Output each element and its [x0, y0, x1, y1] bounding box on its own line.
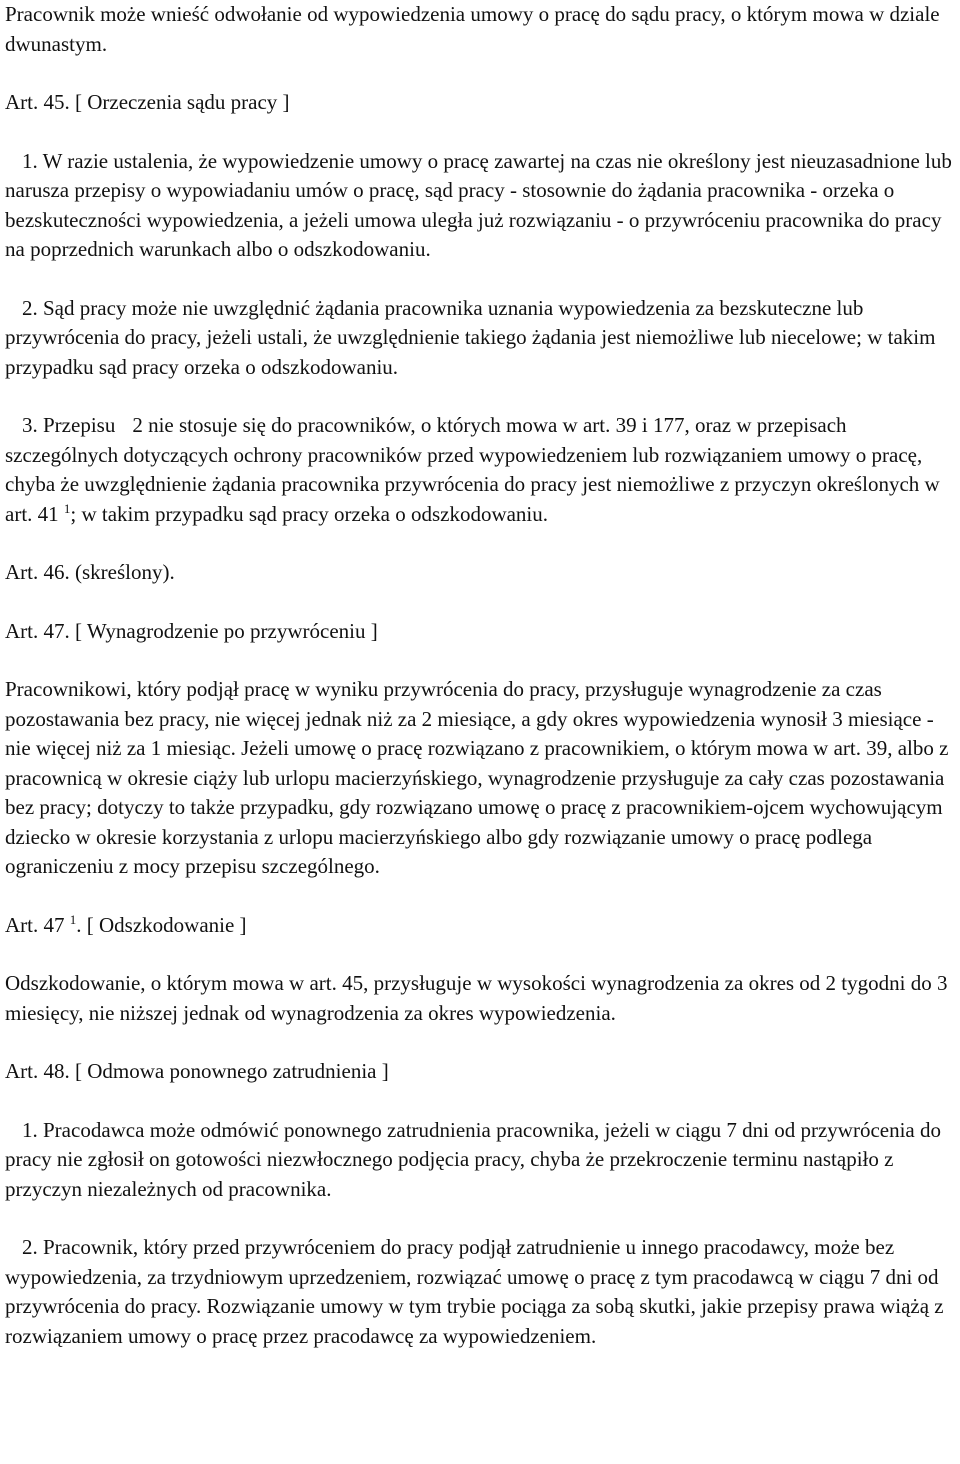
art45-heading: Art. 45. [ Orzeczenia sądu pracy ] [5, 90, 290, 114]
art45-section-3 [5, 411, 955, 529]
art46-heading: Art. 46. (skreślony). [5, 560, 175, 584]
art47-1-heading [5, 911, 955, 941]
art47-1-heading-text-b: . [ Odszkodowanie ] [76, 912, 247, 937]
art48-heading: Art. 48. [ Odmowa ponownego zatrudnienia ] [5, 1059, 389, 1083]
art45-section-3-text-c: ; w takim przypadku sąd pracy orzeka o odszkodowaniu. [70, 501, 549, 526]
art47-1-body: Odszkodowanie, o którym mowa w art. 45, przysługuje w wysokości wynagrodzenia za okres od 2 tygodni do 3 miesięcy, nie niższej jednak od wynagrodzenia za okres wypowiedzenia. [5, 971, 948, 1025]
art45-section-3-text-a: 3. Przepisu [22, 413, 116, 437]
superscript: 1 [69, 911, 77, 927]
art48-section-1-text: 1. Pracodawca może odmówić ponownego zatrudnienia pracownika, jeżeli w ciągu 7 dni od przywrócenia do pracy nie zgłosił on gotowości niezwłocznego podjęcia pracy, chyba że przekroczenie terminu nastąpiło z przyczyn niezależnych od pracownika. [5, 1117, 942, 1201]
art45-section-3-text-b: 2 nie stosuje się do pracowników, o których mowa w art. 39 i 177, oraz w przepisach szczególnych dotyczących ochrony pracowników przed wypowiedzeniem lub rozwiązaniem umowy o pracę, chyba że uwzględnienie żądania pracownika przywrócenia do pracy jest niemożliwe z przyczyn określonych w art. 41 [5, 413, 940, 526]
art47-body: Pracownikowi, który podjął pracę w wyniku przywrócenia do pracy, przysługuje wynagrodzenie za czas pozostawania bez pracy, nie więcej jednak niż za 2 miesiące, a gdy okres wypowiedzenia wynosił 3 miesiące - nie więcej niż za 1 miesiąc. Jeżeli umowę o pracę rozwiązano z pracownikiem, o którym mowa w art. 39, albo z pracownicą w okresie ciąży lub urlopu macierzyńskiego, wynagrodzenie przysługuje za cały czas pozostawania bez pracy; dotyczy to także przypadku, gdy rozwiązano umowę o pracę z pracownikiem-ojcem wychowującym dziecko w okresie korzystania z urlopu macierzyńskiego albo gdy rozwiązanie umowy o pracę podlega ograniczeniu z mocy przepisu szczególnego. [5, 677, 949, 878]
art48-section-2-text: 2. Pracownik, który przed przywróceniem do pracy podjął zatrudnienie u innego pracodawcy, może bez wypowiedzenia, za trzydniowym uprzedzeniem, rozwiązać umowę o pracę z tym pracodawcą w ciągu 7 dni od przywrócenia do pracy. Rozwiązanie umowy w tym trybie pociąga za sobą skutki, jakie przepisy prawa wiążą z rozwiązaniem umowy o pracę przez pracodawcę za wypowiedzeniem. [5, 1235, 944, 1348]
art45-section-2-text: 2. Sąd pracy może nie uwzględnić żądania pracownika uznania wypowiedzenia za bezskuteczne lub przywrócenia do pracy, jeżeli ustali, że uwzględnienie takiego żądania jest niemożliwe lub niecelowe; w takim przypadku sąd pracy orzeka o odszkodowaniu. [5, 295, 936, 379]
art47-heading: Art. 47. [ Wynagrodzenie po przywróceniu ] [5, 618, 378, 643]
art45-section-1-text: 1. W razie ustalenia, że wypowiedzenie umowy o pracę zawartej na czas nie określony jest nieuzasadnione lub narusza przepisy o wypowiadaniu umów o pracę, sąd pracy - stosownie do żądania pracownika - orzeka o bezskuteczności wypowiedzenia, a jeżeli umowa uległa już rozwiązaniu - o przywróceniu pracownika do pracy na poprzednich warunkach albo o odszkodowaniu. [5, 148, 952, 261]
superscript: 1 [63, 500, 71, 516]
art45-section-1 [5, 147, 955, 265]
document-page [5, 0, 955, 1351]
art45-section-2 [5, 294, 955, 383]
art48-section-2 [5, 1233, 955, 1351]
intro-paragraph: Pracownik może wnieść odwołanie od wypowiedzenia umowy o pracę do sądu pracy, o którym mowa w dziale dwunastym. [5, 2, 940, 56]
art47-1-heading-text-a: Art. 47 [5, 912, 65, 937]
art48-section-1 [5, 1116, 955, 1205]
